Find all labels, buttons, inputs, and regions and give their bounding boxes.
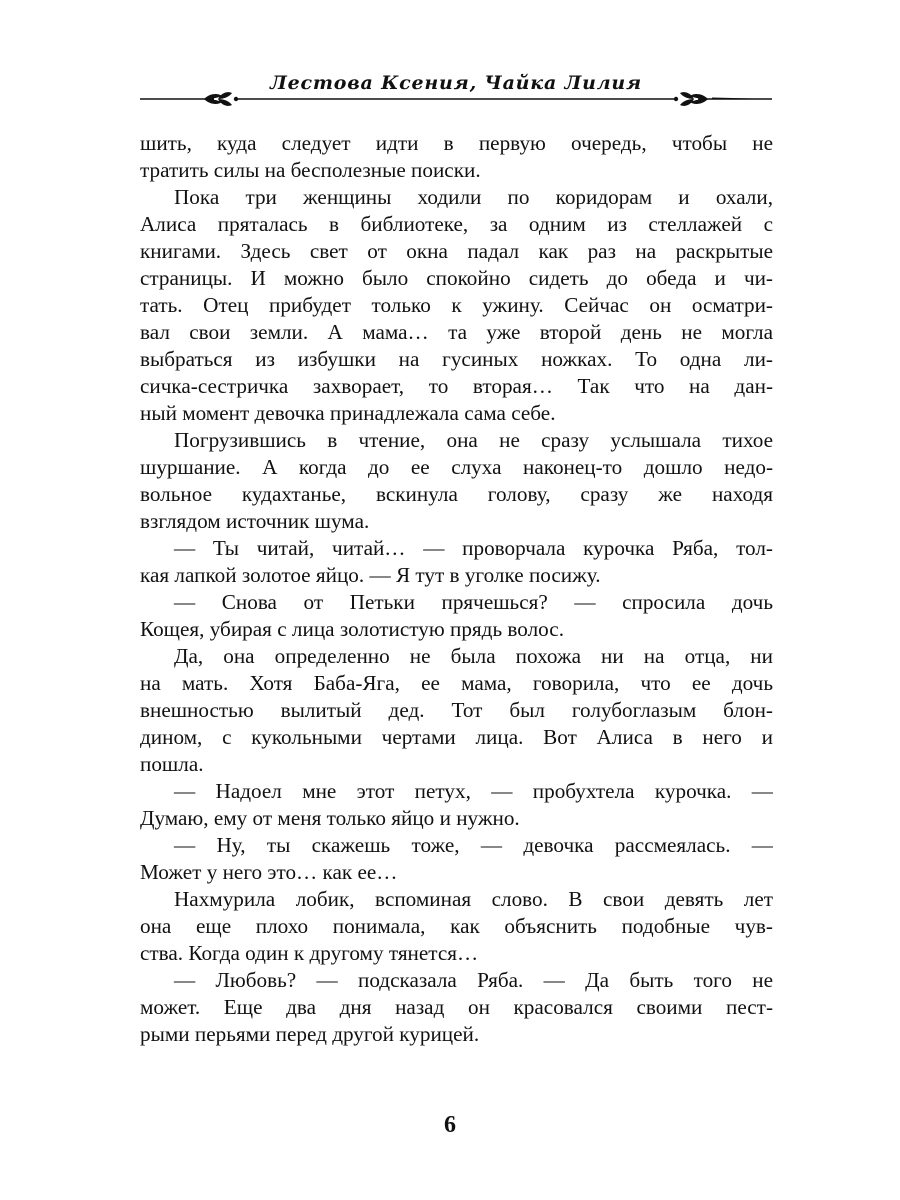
text-line: внешностью вылитый дед. Тот был голубоглазым блон- [140, 698, 773, 722]
text-line: шить, куда следует идти в первую очередь, чтобы не [140, 131, 773, 155]
text-line: кая лапкой золотое яйцо. — Я тут в уголке посижу. [140, 563, 601, 587]
text-line: Погрузившись в чтение, она не сразу услышала тихое [174, 428, 773, 452]
text-line: книгами. Здесь свет от окна падал как раз на раскрытые [140, 239, 773, 263]
header-author-title: Лестова Ксения, Чайка Лилия [270, 72, 642, 94]
text-line: тратить силы на бесполезные поиски. [140, 158, 481, 182]
text-line: взглядом источник шума. [140, 509, 370, 533]
text-line: ный момент девочка принадлежала сама себе. [140, 401, 556, 425]
running-header [138, 62, 774, 112]
text-line: — Ну, ты скажешь тоже, — девочка рассмеялась. — [174, 833, 773, 857]
text-line: Алиса пряталась в библиотеке, за одним из стеллажей с [140, 212, 773, 236]
text-line: — Любовь? — подсказала Ряба. — Да быть того не [174, 968, 773, 992]
text-line: может. Еще два дня назад он красовался своими пест- [140, 995, 773, 1019]
text-line: Кощея, убирая с лица золотистую прядь волос. [140, 617, 564, 641]
text-line: — Снова от Петьки прячешься? — спросила дочь [174, 590, 773, 614]
text-line: выбраться из избушки на гусиных ножках. То одна ли- [140, 347, 773, 371]
text-line: — Ты читай, читай… — проворчала курочка Ряба, тол- [174, 536, 773, 560]
text-line: Думаю, ему от меня только яйцо и нужно. [140, 806, 520, 830]
page-number: 6 [444, 1112, 456, 1138]
text-line: вольное кудахтанье, вскинула голову, сразу же находя [140, 482, 773, 506]
header-ornament-rule [138, 84, 774, 110]
text-line: на мать. Хотя Баба-Яга, ее мама, говорила, что ее дочь [140, 671, 773, 695]
text-line: — Надоел мне этот петух, — пробухтела курочка. — [174, 779, 773, 803]
text-line: Пока три женщины ходили по коридорам и охали, [174, 185, 773, 209]
text-line: Может у него это… как ее… [140, 860, 398, 884]
text-line: рыми перьями перед другой курицей. [140, 1022, 480, 1046]
text-line: ства. Когда один к другому тянется… [140, 941, 479, 965]
text-line: вал свои земли. А мама… та уже второй день не могла [140, 320, 773, 344]
body-text [140, 130, 773, 1048]
text-line: шуршание. А когда до ее слуха наконец-то дошло недо- [140, 455, 773, 479]
text-line: Да, она определенно не была похожа ни на отца, ни [174, 644, 773, 668]
text-line: тать. Отец прибудет только к ужину. Сейчас он осматри- [140, 293, 773, 317]
text-line: Нахмурила лобик, вспоминая слово. В свои девять лет [174, 887, 773, 911]
text-line: страницы. И можно было спокойно сидеть до обеда и чи- [140, 266, 773, 290]
text-line: дином, с кукольными чертами лица. Вот Алиса в него и [140, 725, 773, 749]
text-line: сичка-сестричка захворает, то вторая… Так что на дан- [140, 374, 773, 398]
text-line: она еще плохо понимала, как объяснить подобные чув- [140, 914, 773, 938]
text-line: пошла. [140, 752, 204, 776]
